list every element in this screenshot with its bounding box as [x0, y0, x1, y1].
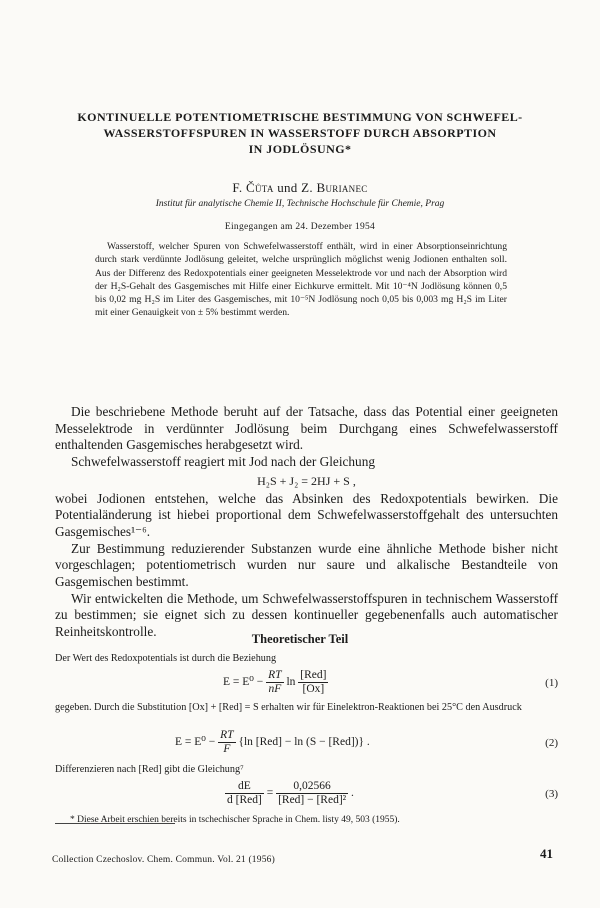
eq3-lhs-den: d [Red] — [227, 794, 262, 806]
abstract — [95, 240, 507, 320]
author-1: F. Čůta — [232, 180, 274, 195]
eq2-lhs: E = E⁰ − — [175, 736, 216, 749]
differentiation-text — [55, 764, 558, 776]
author-2: Z. Burianec — [301, 180, 368, 195]
eq1-frac-num: RT — [268, 669, 282, 681]
footnote: * Diese Arbeit erschien bereits in tschechischer Sprache in Chem. listy 49, 503 (1955). — [70, 815, 400, 825]
eq3-number: (3) — [545, 788, 558, 800]
eq3-equals: = — [266, 787, 274, 800]
eq1-ln: ln — [286, 676, 296, 689]
eq1-frac-den: nF — [268, 683, 282, 695]
eq2-fraction — [218, 729, 235, 756]
paper-title — [30, 109, 570, 157]
eq3-tail: . — [351, 787, 354, 800]
institute: Institut für analytische Chemie II, Technische Hochschule für Chemie, Prag — [155, 199, 445, 209]
eq3-lhs — [225, 780, 264, 807]
body-paragraph-2: Schwefelwasserstoff reagiert mit Jod nach der Gleichung — [71, 454, 376, 470]
eq1-ratio-num: [Red] — [300, 669, 327, 681]
body-paragraph-5: Wir entwickelten die Methode, um Schwefelwasserstoffspuren in technischem Wasserstoff zu bestimmen; sie eignet sich zu dessen kontinueller gegebenenfalls auch automatischer Reinheitskontrolle. — [55, 590, 558, 640]
eq1-ratio-den: [Ox] — [302, 683, 325, 695]
equation-1 — [55, 669, 558, 699]
eq2-rhs: {ln [Red] − ln (S − [Red])} . — [238, 736, 370, 749]
title-line-2: WASSERSTOFFSPUREN IN WASSERSTOFF DURCH ABSORPTION — [103, 126, 497, 140]
substitution-text — [55, 702, 558, 714]
eq2-number: (2) — [545, 737, 558, 749]
journal-citation: Collection Czechoslov. Chem. Commun. Vol. 21 (1956) — [52, 855, 275, 865]
body-paragraph-4: Zur Bestimmung reduzierender Substanzen wurde eine ähnliche Methode bisher nicht vorgeschlagen; potentiometrisch wurden nur saure und alkalische Bestandteile von Gasgemischen bestimmt. — [55, 540, 558, 590]
title-line-1: KONTINUELLE POTENTIOMETRISCHE BESTIMMUNG VON SCHWEFEL- — [77, 110, 523, 124]
page-number: 41 — [540, 846, 553, 861]
eq1-lhs: E = E⁰ − — [223, 676, 264, 689]
theory-intro — [55, 653, 558, 665]
body-paragraph-3: wobei Jodionen entstehen, welche das Absinken des Redoxpotentials bewirken. Die Potentialänderung ist hiebei proportional dem Schwefelwasserstoffgehalt des untersuchten Gasgemisches¹⁻⁶. — [55, 490, 558, 539]
equation-3 — [55, 780, 558, 810]
eq3-lhs-num: dE — [225, 780, 264, 794]
authors — [0, 180, 600, 196]
equation-2 — [55, 729, 558, 759]
eq2-frac-num: RT — [220, 729, 234, 741]
eq3-rhs-den: [Red] − [Red]² — [278, 794, 347, 806]
reaction-equation: H₂S + J₂ = 2HJ + S , — [257, 473, 356, 488]
eq2-frac-den: F — [223, 743, 231, 755]
author-conjunction: und — [277, 180, 298, 195]
eq1-ratio — [298, 669, 328, 696]
substitution-paragraph: gegeben. Durch die Substitution [Ox] + [Red] = S erhalten wir für Einelektron-Reaktionen bei 25°C den Ausdruck — [55, 702, 522, 713]
section-heading: Theoretischer Teil — [251, 632, 349, 646]
eq1-fraction — [266, 669, 283, 696]
body-paragraph-1: Die beschriebene Methode beruht auf der Tatsache, dass das Potential einer geeigneten Messelektrode in verdünnter Jodlösung beim Durchgang eines Schwefelwasserstoff enthaltenden Gasgemisches herabgesetzt wird. — [55, 404, 558, 453]
eq1-number: (1) — [545, 677, 558, 689]
body-text — [55, 404, 558, 641]
abstract-text: Wasserstoff, welcher Spuren von Schwefelwasserstoff enthält, wird in einer Absorptionseinrichtung durch stark verdünnte Jodlösung geleitet, welche ursprünglich möglichst wenig Jodionen enthalten soll. Aus der Differenz des Redoxpotentials einer geeigneten Messelektrode vor und nach der Absorption wird der H₂S-Gehalt des Gasgemisches mit Hilfe einer Eichkurve ermittelt. Mit 10⁻⁴N Jodlösung können 0,5 bis 0,02 mg H₂S im Liter des Gasgemisches, mit 10⁻⁵N Jodlösung noch 0,05 bis 0,003 mg H₂S im Liter mit einer Genauigkeit von ± 5% bestimmt werden. — [95, 241, 507, 319]
differentiation-paragraph: Differenzieren nach [Red] gibt die Gleichung⁷ — [55, 764, 244, 775]
eq3-rhs — [276, 780, 348, 807]
title-line-3: IN JODLÖSUNG* — [248, 142, 352, 156]
theory-intro-text: Der Wert des Redoxpotentials ist durch die Beziehung — [55, 653, 277, 664]
eq3-rhs-num: 0,02566 — [276, 780, 348, 794]
received-date: Eingegangen am 24. Dezember 1954 — [224, 222, 376, 232]
